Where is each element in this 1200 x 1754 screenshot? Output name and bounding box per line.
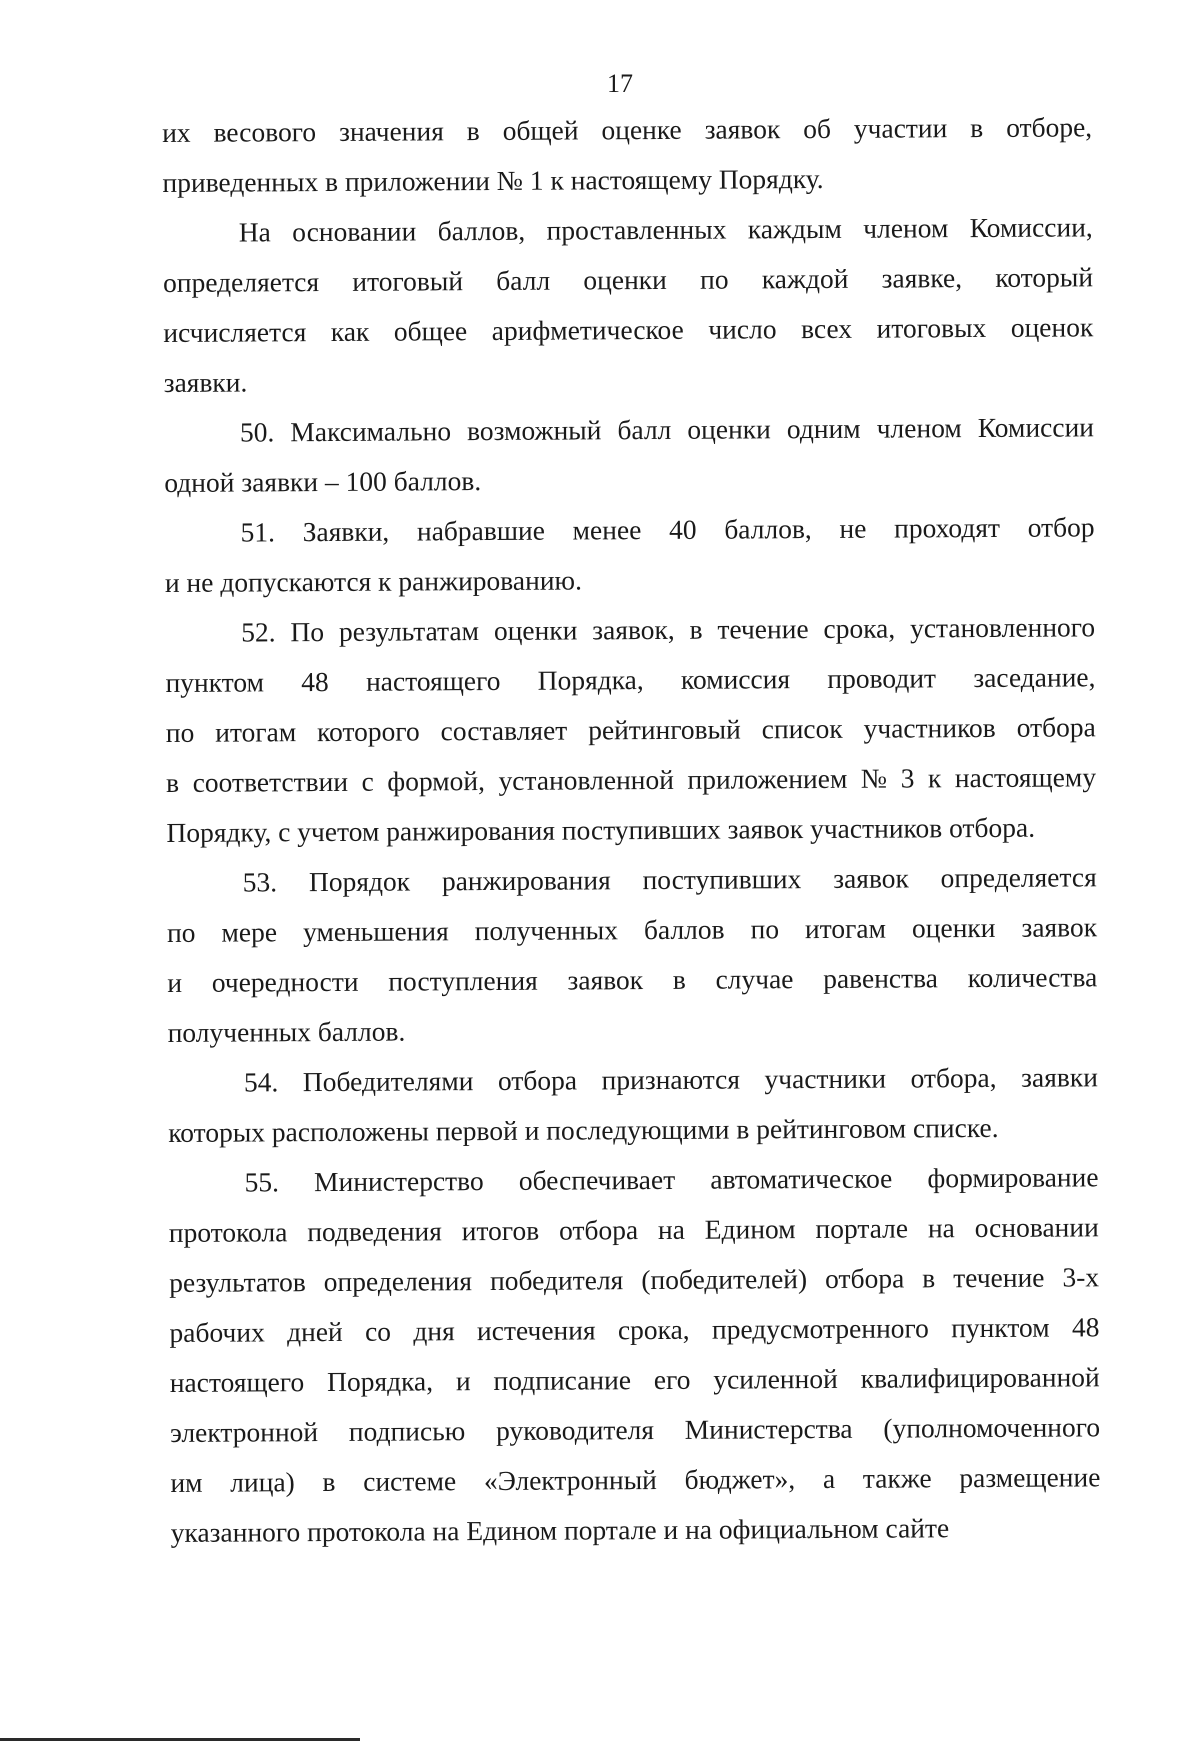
text-line: рабочих дней со дня истечения срока, предусмотренного пунктом 48 <box>169 1311 1100 1348</box>
paragraph-item-52 <box>165 602 1097 858</box>
text-line: 53. Порядок ранжирования поступивших заявок определяется <box>242 861 1097 898</box>
text-line: исчисляется как общее арифметическое число всех итоговых оценок <box>163 311 1094 348</box>
text-line: электронной подписью руководителя Министерства (уполномоченного <box>169 1411 1101 1448</box>
text-line: Порядку, с учетом ранжирования поступивших заявок участников отбора. <box>166 811 1036 848</box>
text-line: пунктом 48 настоящего Порядка, комиссия проводит заседание, <box>165 661 1096 698</box>
text-line: и не допускаются к ранжированию. <box>164 564 583 598</box>
paragraph-ranking-basis <box>163 202 1094 408</box>
text-line: определяется итоговый балл оценки по каждой заявке, который <box>162 261 1094 298</box>
text-line: по мере уменьшения полученных баллов по итогам оценки заявок <box>166 911 1098 948</box>
text-line: им лица) в системе «Электронный бюджет», а также размещение <box>170 1461 1101 1498</box>
text-line: результатов определения победителя (победителей) отбора в течение 3-х <box>169 1261 1100 1298</box>
text-line: которых расположены первой и последующими в рейтинговом списке. <box>168 1111 999 1148</box>
text-line: 54. Победителями отбора признаются участники отбора, заявки <box>243 1061 1098 1098</box>
text-line: приведенных в приложении № 1 к настоящему Порядку. <box>162 162 824 198</box>
text-line: 52. По результатам оценки заявок, в течение срока, установленного <box>241 611 1096 648</box>
text-line: и очередности поступления заявок в случае равенства количества <box>167 961 1098 998</box>
text-line: 50. Максимально возможный балл оценки одним членом Комиссии <box>239 411 1095 448</box>
text-line: в соответствии с формой, установленной приложением № 3 к настоящему <box>166 761 1097 798</box>
text-line: 51. Заявки, набравшие менее 40 баллов, не проходят отбор <box>240 511 1095 548</box>
paragraph-item-54 <box>168 1052 1099 1158</box>
text-line: протокола подведения итогов отбора на Едином портале на основании <box>168 1211 1099 1248</box>
scan-edge-line <box>0 1738 360 1741</box>
document-body <box>162 102 1101 1558</box>
paragraph-item-53 <box>167 852 1098 1058</box>
paragraph-item-51 <box>164 502 1095 608</box>
text-line: полученных баллов. <box>167 1015 406 1048</box>
text-line: заявки. <box>163 366 248 398</box>
text-line: 55. Министерство обеспечивает автоматическое формирование <box>244 1161 1099 1198</box>
page-number: 17 <box>607 69 633 98</box>
text-line: по итогам которого составляет рейтинговый список участников отбора <box>165 711 1096 748</box>
paragraph-continuation <box>162 102 1093 208</box>
paragraph-item-50 <box>164 402 1095 508</box>
text-line: одной заявки – 100 баллов. <box>164 465 482 498</box>
text-line: На основании баллов, проставленных каждым членом Комиссии, <box>238 211 1093 248</box>
text-line: указанного протокола на Едином портале и на официальном сайте <box>170 1512 950 1548</box>
text-line: их весового значения в общей оценке заявок об участии в отборе, <box>162 111 1093 148</box>
text-line: настоящего Порядка, и подписание его усиленной квалифицированной <box>169 1361 1100 1398</box>
paragraph-item-55 <box>168 1152 1100 1558</box>
